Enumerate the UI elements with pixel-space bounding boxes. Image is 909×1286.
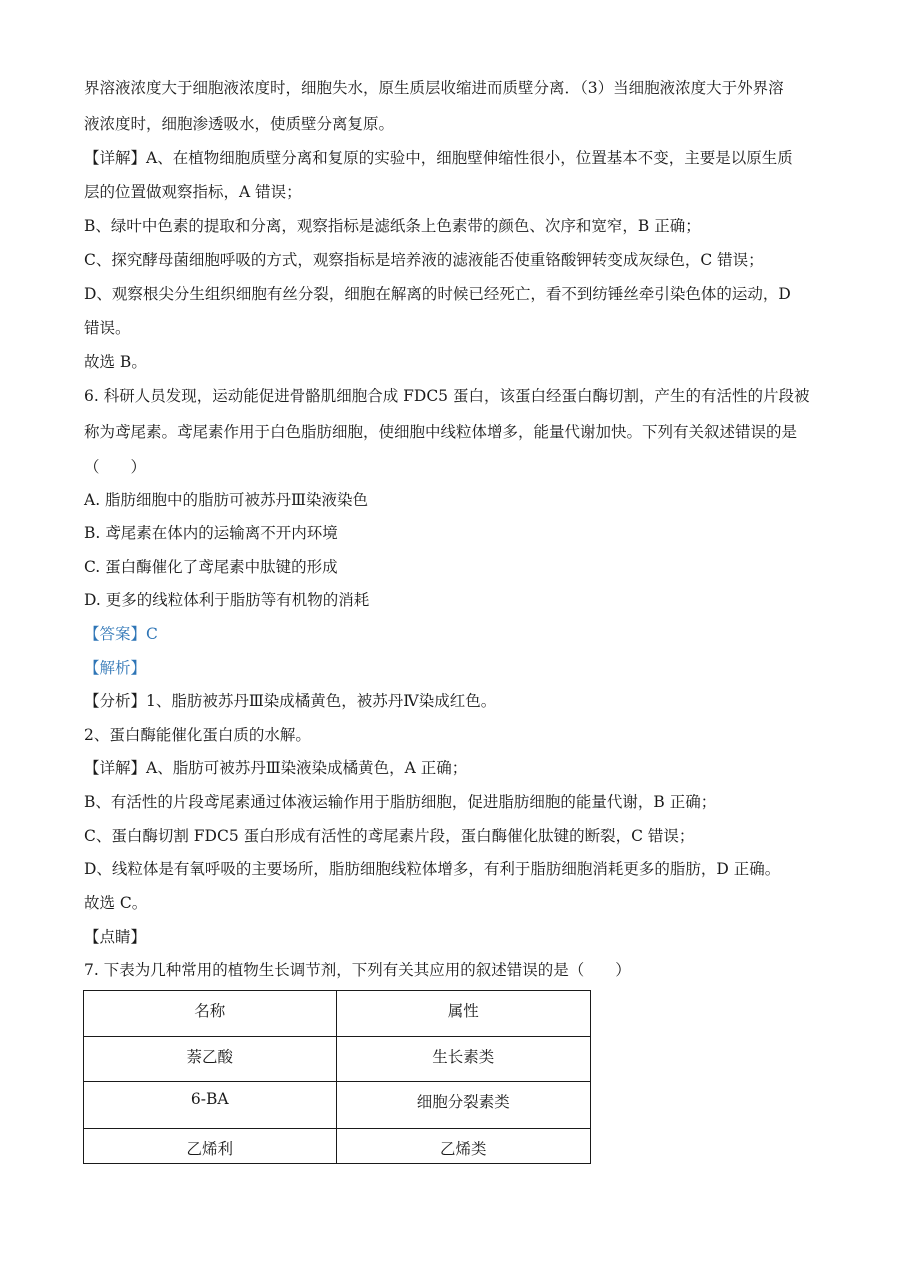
table-cell: 细胞分裂素类	[336, 1082, 591, 1129]
table-cell: 萘乙酸	[84, 1037, 337, 1082]
table-cell: 6-BA	[84, 1082, 337, 1129]
text-line: D、观察根尖分生组织细胞有丝分裂，细胞在解离的时候已经死亡，看不到纺锤丝牵引染色体的运动，D	[84, 285, 791, 303]
text-line: 故选 C。	[84, 894, 148, 912]
question-7-stem: 7. 下表为几种常用的植物生长调节剂，下列有关其应用的叙述错误的是（ ）	[84, 961, 631, 979]
table-cell: 乙烯类	[336, 1129, 591, 1164]
table-row	[84, 1037, 591, 1082]
table-header-row	[84, 991, 591, 1037]
text-line: 层的位置做观察指标，A 错误；	[84, 183, 302, 201]
answer-heading: 【答案】C	[84, 625, 158, 643]
remark-heading: 【点睛】	[84, 928, 147, 946]
table-row	[84, 1082, 591, 1129]
text-line: 【详解】A、在植物细胞质壁分离和复原的实验中，细胞壁伸缩性很小，位置基本不变，主要是以原生质	[84, 149, 793, 167]
text-line: C、蛋白酶切割 FDC5 蛋白形成有活性的鸢尾素片段，蛋白酶催化肽键的断裂，C 错误；	[84, 827, 695, 845]
analysis-heading: 【解析】	[84, 659, 147, 677]
text-line: D、线粒体是有氧呼吸的主要场所，脂肪细胞线粒体增多，有利于脂肪细胞消耗更多的脂肪，D 正确。	[84, 860, 781, 878]
text-line: 错误。	[84, 319, 131, 337]
question-6-stem: 称为鸢尾素。鸢尾素作用于白色脂肪细胞，使细胞中线粒体增多，能量代谢加快。下列有关叙述错误的是	[84, 423, 798, 441]
regulator-table	[83, 990, 591, 1164]
table-cell: 乙烯利	[84, 1129, 337, 1164]
table-row	[84, 1129, 591, 1164]
question-6-blank: （ ）	[84, 458, 147, 476]
table-header-cell: 名称	[84, 991, 337, 1037]
table-header-cell: 属性	[336, 991, 591, 1037]
text-line: 液浓度时，细胞渗透吸水，使质壁分离复原。	[84, 115, 395, 133]
option-b: B. 鸢尾素在体内的运输离不开内环境	[84, 524, 338, 542]
text-line: 界溶液浓度大于细胞液浓度时，细胞失水，原生质层收缩进而质壁分离．（3）当细胞液浓度大于外界溶	[84, 79, 784, 97]
text-line: 【分析】1、脂肪被苏丹Ⅲ染成橘黄色，被苏丹Ⅳ染成红色。	[84, 692, 497, 710]
text-line: B、有活性的片段鸢尾素通过体液运输作用于脂肪细胞，促进脂肪细胞的能量代谢，B 正确；	[84, 793, 717, 811]
text-line: 故选 B。	[84, 353, 147, 371]
text-line: B、绿叶中色素的提取和分离，观察指标是滤纸条上色素带的颜色、次序和宽窄，B 正确；	[84, 217, 701, 235]
option-d: D. 更多的线粒体利于脂肪等有机物的消耗	[84, 591, 370, 609]
option-a: A. 脂肪细胞中的脂肪可被苏丹Ⅲ染液染色	[84, 491, 368, 509]
option-c: C. 蛋白酶催化了鸢尾素中肽键的形成	[84, 558, 338, 576]
table-cell: 生长素类	[336, 1037, 591, 1082]
text-line: C、探究酵母菌细胞呼吸的方式，观察指标是培养液的滤液能否使重铬酸钾转变成灰绿色，C 错误；	[84, 251, 764, 269]
text-line: 【详解】A、脂肪可被苏丹Ⅲ染液染成橘黄色，A 正确；	[84, 759, 468, 777]
text-line: 2、蛋白酶能催化蛋白质的水解。	[84, 726, 311, 744]
question-6-stem: 6. 科研人员发现，运动能促进骨骼肌细胞合成 FDC5 蛋白，该蛋白经蛋白酶切割，产生的有活性的片段被	[84, 387, 810, 405]
